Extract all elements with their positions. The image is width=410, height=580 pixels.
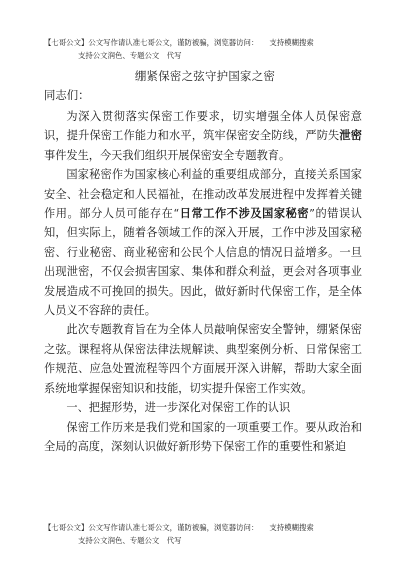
p1-bold-text: 泄密 <box>339 128 362 143</box>
paragraph-3: 此次专题教育旨在为全体人员敲响保密安全警钟，绷紧保密之弦。课程将从保密法律法规解读、典型案例分析、日常保密工作规范、应急处置流程等四个方面展开深入讲解，帮助大家全面系统地掌握保密知识和技能，切实提升保密工作实效。 <box>44 323 362 395</box>
p2-text-b: ”的错误认知，但实际上，随着各领域工作的深入开展，工作中涉及国家秘密、行业秘密、商业秘密和公民个人信息的情况日益增多。一旦出现泄密，不仅会损害国家、集体和群众利益，更会对各项事业发展造成不可挽回的损失。因此，做好新时代保密工作，是全体人员义不容辞的责任。 <box>44 207 362 318</box>
paragraph-4: 保密工作历来是我们党和国家的一项重要工作。要从政治和全局的高度，深刻认识做好新形势下保密工作的重要性和紧迫 <box>44 420 362 453</box>
footer-notice-line1: 【七哥公文】公文写作请认准七哥公文，谨防被骗，浏览器访问： 支持模糊搜索 <box>44 523 314 532</box>
paragraph-2 <box>44 165 362 320</box>
header-notice-line1: 【七哥公文】公文写作请认准七哥公文，谨防被骗，浏览器访问： 支持模糊搜索 <box>44 38 314 47</box>
document-title: 绷紧保密之弦守护国家之密 <box>134 69 276 83</box>
footer-notice <box>44 521 384 547</box>
p2-text-a: 国家秘密作为国家核心利益的重要组成部分，直接关系国家安全、社会稳定和人民福祉，在推动改革发展进程中发挥着关键作用。部分人员可能存在“ <box>44 168 362 221</box>
p1-text-b: 事件发生，今天我们组织开展保密安全专题教育。 <box>44 148 291 162</box>
header-notice-line2: 支持公文润色、专题公文 代写 <box>78 51 182 60</box>
document-body <box>44 107 362 456</box>
section-heading-1: 一、把握形势，进一步深化对保密工作的认识 <box>66 401 291 415</box>
p2-bold-text: 日常工作不涉及国家秘密 <box>179 206 310 221</box>
footer-notice-line2: 支持公文润色、专题公文 代写 <box>78 536 182 545</box>
salutation: 同志们： <box>44 88 90 102</box>
paragraph-1 <box>44 107 362 165</box>
header-notice <box>44 36 384 62</box>
p1-text-a: 为深入贯彻落实保密工作要求，切实增强全体人员保密意识，提升保密工作能力和水平，筑牢保密安全防线，严防失 <box>44 110 362 143</box>
